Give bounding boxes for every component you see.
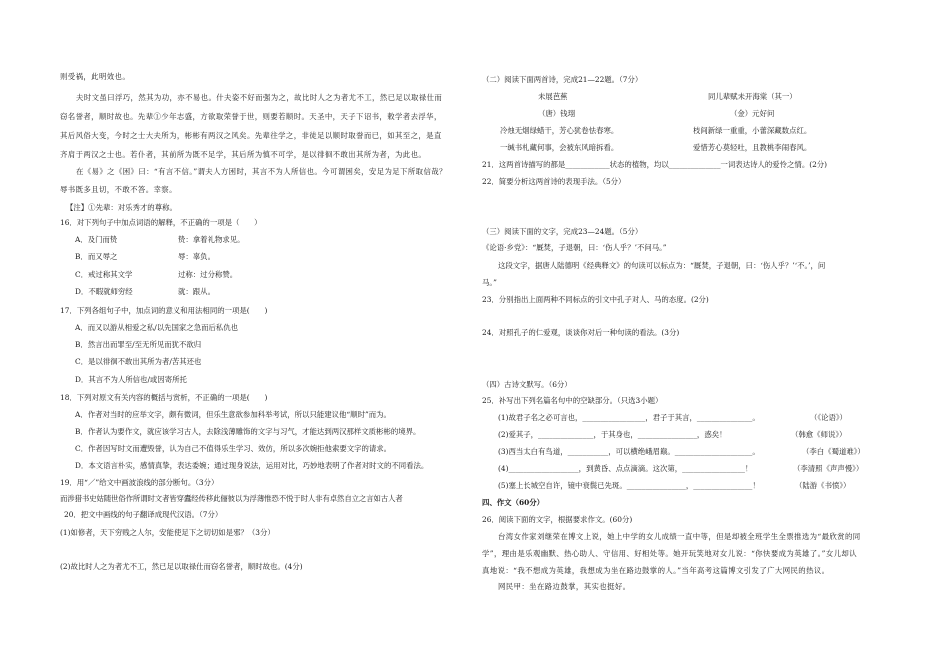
- q16-option-a: A．及门而贽: [75, 235, 118, 244]
- lunyu-quote: 《论语·乡党》：“厩焚，子退朝，曰：‘伤人乎？’不问马。”: [482, 243, 667, 252]
- q16-option-c: C．戒过称其文学: [75, 270, 133, 279]
- recite-item-source: （韩愈《师说》）: [791, 430, 847, 439]
- passage-line: 在《易》之《困》曰：“有言不信。”谓夫人方困时，其言不为人所信也。今可谓困矣，安足为足下所取信哉？: [76, 167, 447, 176]
- question-16-stem: 16．对下列句子中加点词语的解释，不正确的一项是（ ）: [60, 218, 262, 227]
- essay-prompt-line: 学”，理由是乐观幽默、热心助人、守信用、好相处等。她开玩笑地对女儿说：“你快要成为英雄了。”女儿却认: [482, 549, 857, 558]
- passage-line: 其后风俗大变，今时之士大夫所为，彬彬有两汉之风矣。先辈往学之，非徒足以顺时取誉而已，如其至之，是直: [60, 131, 442, 140]
- question-26: 26．阅读下面的文字，根据要求作文。(60分): [482, 515, 633, 524]
- poem1-title: 未展芭蕉: [538, 92, 568, 101]
- q17-option-c: C．是以徘徊不敢出其所为者/苦其还也: [75, 357, 202, 366]
- recite-item: (3)西当太白有鸟道，___________，可以横绝峨眉巅。_____________________。: [498, 447, 760, 456]
- passage-line: 则受祸，此明效也。: [60, 72, 131, 81]
- q17-option-a: A．而又以游从相爱之私/以先国家之急而后私仇也: [75, 323, 239, 332]
- q18-option-d: D．本文语言朴实，感情真挚，表达委婉；通过现身说法，运用对比，巧妙地表明了作者对时文的不同看法。: [75, 461, 429, 470]
- q18-option-c: C．作者因写时文而遭毁誉，认为自己不值得乐生学习、效仿，所以多次婉拒他索要文字的请求。: [75, 444, 392, 453]
- q17-option-d: D．其言不为人所信也/或因寄所托: [75, 375, 187, 384]
- essay-prompt-line: 台湾女作家刘继荣在博文上说，她上中学的女儿成绩一直中等，但是却被全班学生全票推选为“最欣赏的同: [498, 532, 861, 541]
- poem1-line: 一缄书札藏何事，会被东风暗拆看。: [500, 143, 619, 152]
- q16-option-b: B．而又辱之: [75, 252, 118, 261]
- question-17-stem: 17．下列各组句子中，加点词的意义和用法相同的一项是( ): [60, 306, 268, 315]
- q17-option-b: B．然言出而罪至/至无所见而犹不欲归: [75, 340, 202, 349]
- question-20-stem: 20．把文中画线的句子翻译成现代汉语。（7分）: [64, 510, 223, 519]
- recite-item-source: （陆游《书愤》）: [795, 481, 851, 490]
- lunyu-explain: 这段文字，据唐人陆德明《经典释文》的句读可以标点为：“厩焚，子退朝，曰：‘伤人乎？’‘不。’，问: [498, 261, 826, 270]
- recite-item-source: （《论语》）: [810, 413, 847, 422]
- passage-line: 窃名誉者，顺时故也。先辈①少年志盛，方欲取荣誉于世，则要若顺时。天圣中，天子下诏书，敕学者去浮华，: [60, 112, 442, 121]
- q16-option-d-meaning: 就：跟从。: [178, 287, 215, 296]
- question-24: 24．对照孔子的仁爱观，谈谈你对后一种句读的看法。(3分): [482, 328, 680, 337]
- q16-option-a-meaning: 贽：拿着礼物求见。: [178, 235, 245, 244]
- poem2-line: 枝间新绿一重重，小蕾深藏数点红。: [693, 126, 812, 135]
- recite-item: (2)爱其子，_______________，于其身也，________________，惑矣！: [498, 430, 727, 439]
- recite-section-heading: （四）古诗文默写。（6分）: [482, 380, 572, 389]
- q19-text: 而涉猎书史姑随世俗作所谓时文者皆穿蠹经传移此俪彼以为浮薄惟恐不悦于时人非有卓然自立之言如古人者: [60, 494, 403, 503]
- q18-option-b: B．作者认为要作文，就应该学习古人，去除浅薄雕饰的文字与习气，才能达到两汉那样文质彬彬的境界。: [75, 427, 421, 436]
- question-23: 23．分别指出上面两种不同标点的引文中孔子对人、马的态度。(2分): [482, 295, 709, 304]
- recite-item-source: （李白《蜀道难》）: [802, 447, 865, 456]
- essay-prompt-line: 真地说：“我不想成为英雄，我想成为坐在路边鼓掌的人。”当年高考这篇博文引发了广大网民的热议。: [482, 566, 830, 575]
- poem1-author: （唐）钱珝: [538, 109, 575, 118]
- annotation-note: 【注】①先辈：对乐秀才的尊称。: [66, 203, 177, 212]
- lunyu-section-heading: （三）阅读下面的文字，完成23—24题。（5分）: [482, 227, 643, 236]
- question-18-stem: 18．下列对原文有关内容的概括与赏析，不正确的一项是( ): [60, 393, 268, 402]
- q18-option-a: A．作者对当时的应举文字，颇有微词，但乐生意欲参加科举考试，所以只能建议他“顺时”而为。: [75, 410, 391, 419]
- recite-item-source: （李清照《声声慢》）: [793, 464, 864, 473]
- poem2-author: （金）元好问: [730, 109, 775, 118]
- recite-item: (1)故君子名之必可言也，_________________，君子于其言，_______________。: [498, 413, 760, 422]
- question-25: 25．补写出下列名篇名句中的空缺部分。（只选3小题）: [482, 396, 663, 405]
- essay-section-heading: 四、作文（60分）: [482, 498, 545, 507]
- question-19-stem: 19．用“／”给文中画波浪线的部分断句。（3分）: [60, 478, 219, 487]
- q16-option-c-meaning: 过称：过分称赞。: [178, 270, 238, 279]
- passage-line: 夫时文虽曰浮巧，然其为功，亦不易也。什夫姿不好而强为之，故比时人之为者尤不工，然已足以取禄仕而: [76, 93, 443, 102]
- poem1-line: 冷烛无烟绿蜡干，芳心犹卷怯春寒。: [500, 126, 619, 135]
- question-22: 22．简要分析这两首诗的表现手法。（5分）: [482, 177, 626, 186]
- poem2-title: 同儿辈赋未开海棠（其一）: [708, 92, 797, 101]
- passage-line: 辱书既多且切，不敢不答。幸察。: [60, 185, 177, 194]
- q16-option-b-meaning: 辱：辜负。: [178, 252, 215, 261]
- recite-item: (5)塞上长城空自许，镜中衰鬓已先斑。________________，________________！: [498, 481, 760, 490]
- passage-line: 齐肩于两汉之士也。若仆者，其前所为既不足学，其后所为慎不可学，是以徘徊不敢出其所为者，为此也。: [60, 150, 427, 159]
- q16-option-d: D．不暇就师穷经: [75, 287, 133, 296]
- poem2-line: 爱惜芳心莫轻吐，且教桃李闹春风。: [693, 143, 812, 152]
- lunyu-explain: 马。”: [482, 278, 497, 287]
- q20-sentence-1: (1)如修者，天下穷贱之人尔，安能使足下之切切如是邪？（3分）: [60, 528, 275, 537]
- question-21: 21．这两首诗描写的都是____________状态的植物，均以______________一词表达诗人的爱怜之情。(2分): [482, 160, 828, 169]
- q20-sentence-2: (2)故比时人之为者尤不工，然已足以取禄仕而窃名誉者，顺时故也。(4分): [60, 562, 303, 571]
- essay-prompt-line: 网民甲：坐在路边鼓掌，其实也挺好。: [498, 582, 631, 591]
- poem-section-heading: （二）阅读下面两首诗，完成21—22题。（7分）: [482, 75, 643, 84]
- recite-item: (4)___________________，到黄昏、点点滴滴。这次第，_________________！: [498, 464, 753, 473]
